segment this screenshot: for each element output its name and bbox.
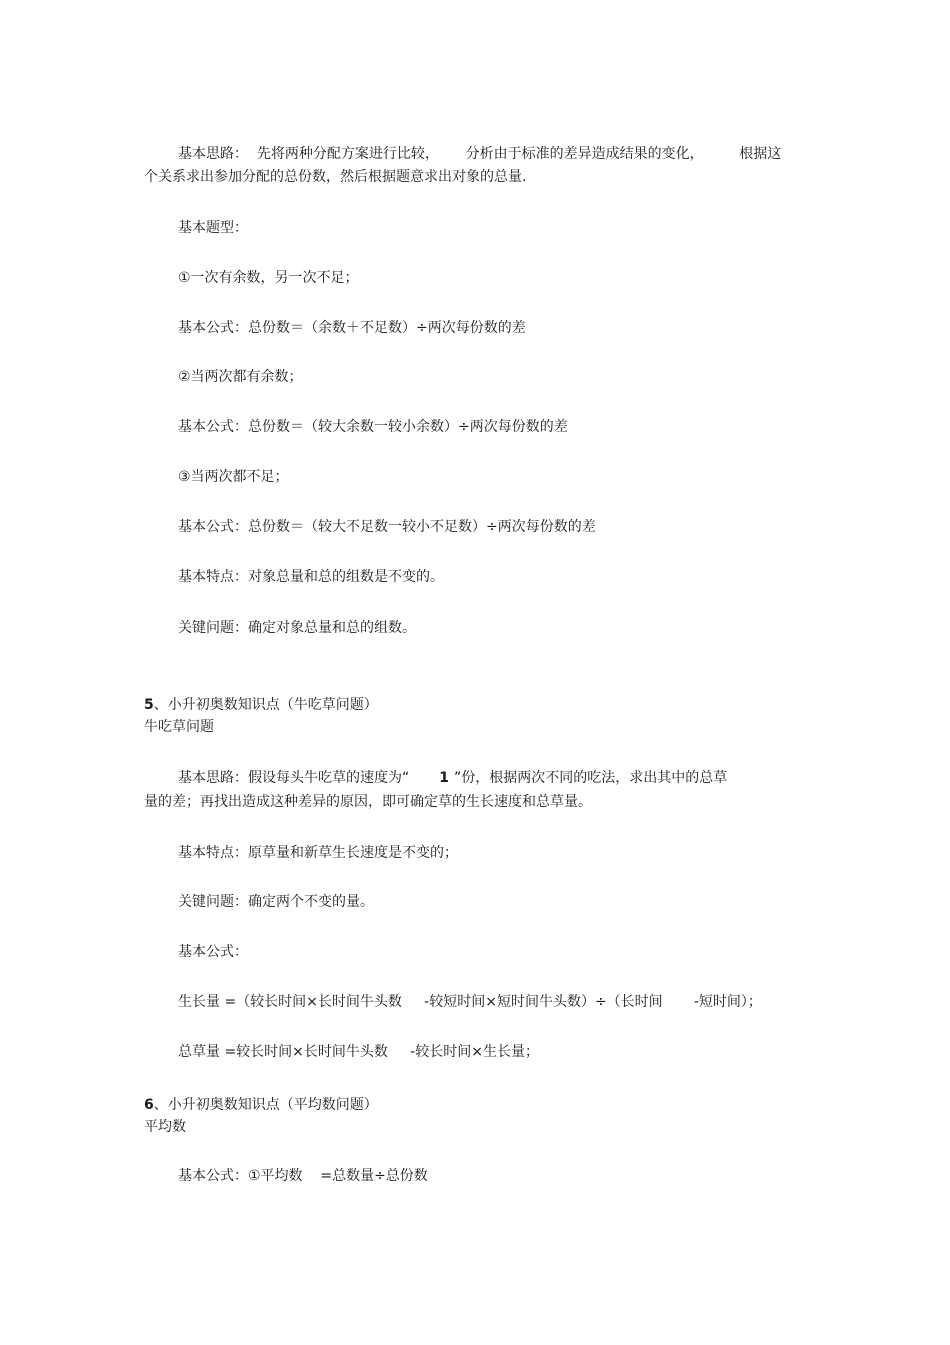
s6-heading-text: 、小升初奥数知识点（平均数问题） bbox=[153, 1097, 378, 1113]
s4-type1: ①一次有余数，另一次不足； bbox=[178, 270, 359, 286]
s4-feature: 基本特点：对象总量和总的组数是不变的。 bbox=[178, 569, 444, 585]
s6-heading-number: 6 bbox=[144, 1097, 154, 1113]
s4-thinking-line2: 个关系求出参加分配的总份数，然后根据题意求出对象的总量. bbox=[144, 169, 527, 185]
s4-formula1: 基本公式：总份数＝（余数＋不足数）÷两次每份数的差 bbox=[178, 320, 526, 336]
s5-total-formula: 总草量 =较长时间×长时间牛头数 -较长时间×生长量； bbox=[178, 1044, 539, 1060]
s4-formula3: 基本公式：总份数＝（较大不足数一较小不足数）÷两次每份数的差 bbox=[178, 519, 596, 535]
s4-types-label: 基本题型： bbox=[178, 220, 248, 236]
s5-subheading: 牛吃草问题 bbox=[144, 719, 214, 735]
s6-formula: 基本公式：①平均数 =总数量÷总份数 bbox=[178, 1168, 428, 1184]
s5-heading-text: 、小升初奥数知识点（牛吃草问题） bbox=[153, 697, 378, 713]
s6-subheading: 平均数 bbox=[144, 1119, 186, 1135]
s5-thinking-line1a: 基本思路：假设每头牛吃草的速度为“ bbox=[178, 770, 410, 786]
s6-heading bbox=[144, 1096, 378, 1114]
s5-feature: 基本特点：原草量和新草生长速度是不变的； bbox=[178, 845, 458, 861]
s5-thinking-line2: 量的差；再找出造成这种差异的原因，即可确定草的生长速度和总草量。 bbox=[144, 794, 592, 810]
s4-key: 关键问题：确定对象总量和总的组数。 bbox=[178, 620, 416, 636]
s5-growth-formula: 生长量 =（较长时间×长时间牛头数 -较短时间×短时间牛头数）÷（长时间 -短时间）； bbox=[178, 994, 762, 1010]
s5-thinking-number: 1 bbox=[439, 770, 450, 786]
s4-type2: ②当两次都有余数； bbox=[178, 369, 303, 385]
s5-thinking-line1 bbox=[178, 769, 727, 787]
s4-type3: ③当两次都不足； bbox=[178, 469, 289, 485]
s5-thinking-line1b: ”份，根据两次不同的吃法，求出其中的总草 bbox=[454, 770, 728, 786]
s5-key: 关键问题：确定两个不变的量。 bbox=[178, 894, 374, 910]
s5-formula-label: 基本公式： bbox=[178, 944, 248, 960]
s5-heading-number: 5 bbox=[144, 697, 154, 713]
s4-formula2: 基本公式：总份数＝（较大余数一较小余数）÷两次每份数的差 bbox=[178, 419, 568, 435]
s5-heading bbox=[144, 696, 378, 714]
s4-thinking-line1: 基本思路： 先将两种分配方案进行比较， 分析由于标准的差异造成结果的变化， 根据这 bbox=[178, 146, 782, 162]
